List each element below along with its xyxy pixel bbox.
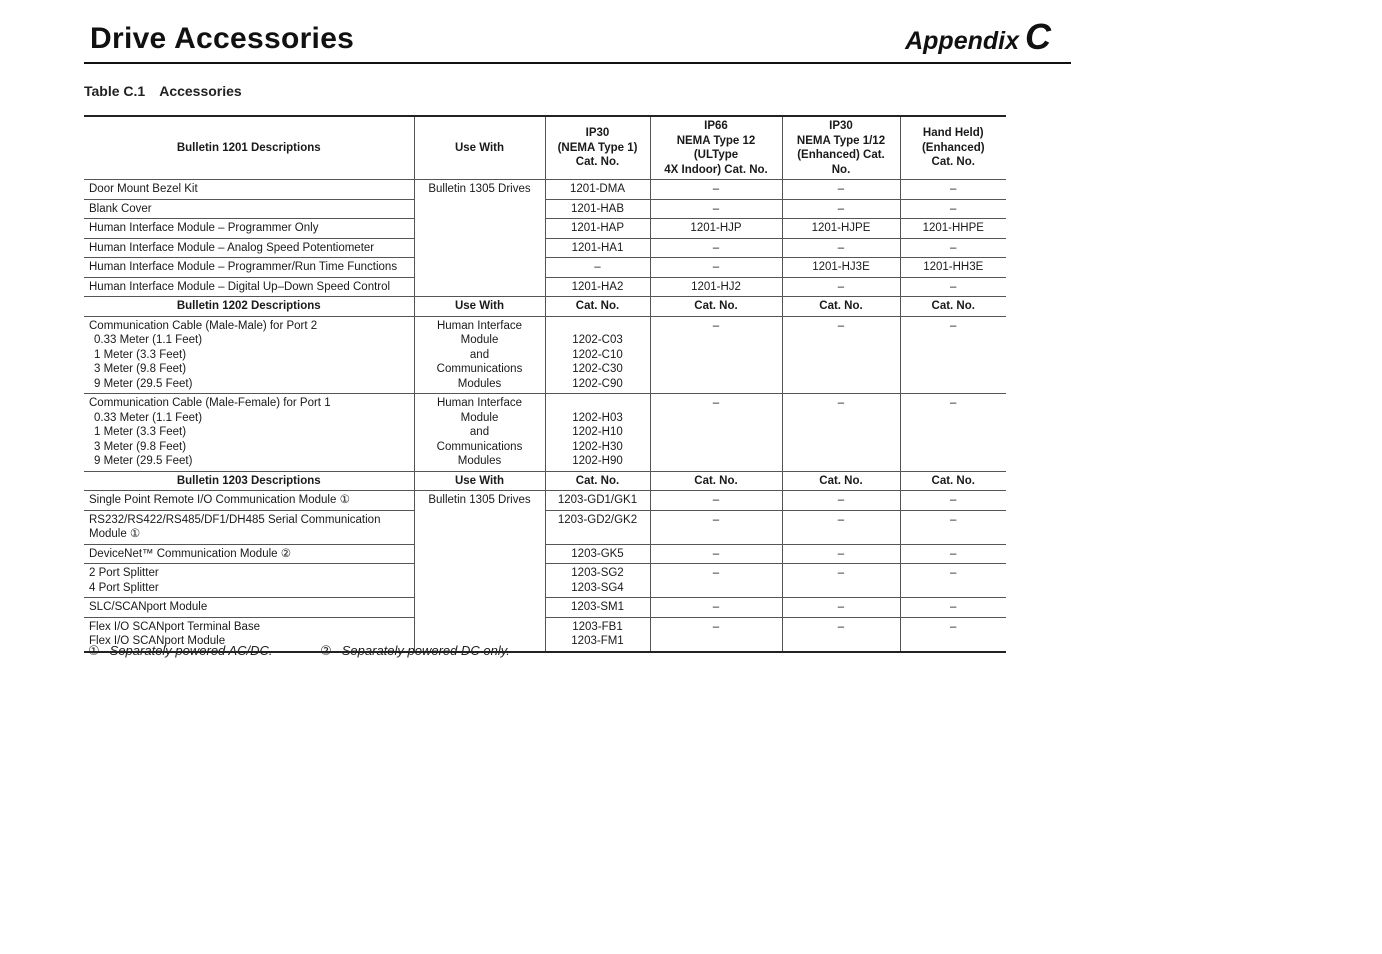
footnote: [320, 643, 510, 659]
table-row: [84, 544, 1006, 564]
cat-ip66: –: [650, 316, 782, 394]
cat-ip66: –: [650, 394, 782, 472]
cat-ip30: 1203-FB1 1203-FM1: [545, 617, 650, 652]
cat-handheld: –: [900, 564, 1006, 598]
row-description: RS232/RS422/RS485/DF1/DH485 Serial Communication Module ①: [84, 510, 414, 544]
page-header: [84, 14, 1071, 64]
cat-ip30-enh: –: [782, 199, 900, 219]
cat-ip66: –: [650, 238, 782, 258]
header-use-with: Use With: [414, 116, 545, 180]
table-row: [84, 258, 1006, 278]
row-description: 2 Port Splitter 4 Port Splitter: [84, 564, 414, 598]
cat-ip66: –: [650, 564, 782, 598]
cat-ip30: 1203-GD2/GK2: [545, 510, 650, 544]
cat-ip30: 1203-GD1/GK1: [545, 491, 650, 511]
row-description: Human Interface Module – Analog Speed Potentiometer: [84, 238, 414, 258]
cat-ip30: 1203-GK5: [545, 544, 650, 564]
cat-ip30: 1202-H03 1202-H10 1202-H30 1202-H90: [545, 394, 650, 472]
cat-ip66: 1201-HJ2: [650, 277, 782, 297]
accessories-table: [84, 115, 1006, 653]
cat-ip30-enh: –: [782, 491, 900, 511]
table-header-row: [84, 116, 1006, 180]
header-cat-no: Cat. No.: [650, 471, 782, 491]
header-1202-descriptions: Bulletin 1202 Descriptions: [84, 297, 414, 317]
page-title: Drive Accessories: [90, 22, 355, 55]
row-description: Communication Cable (Male-Male) for Port 2 0.33 Meter (1.1 Feet) 1 Meter (3.3 Feet) 3 Meter (9.8 Feet) 9 Meter (29.5 Feet): [84, 316, 414, 394]
row-description: Human Interface Module – Programmer/Run Time Functions: [84, 258, 414, 278]
cat-handheld: –: [900, 316, 1006, 394]
cat-ip30: 1201-HAP: [545, 219, 650, 239]
cat-handheld: 1201-HHPE: [900, 219, 1006, 239]
cat-handheld: –: [900, 617, 1006, 652]
cat-ip30: 1201-HAB: [545, 199, 650, 219]
header-cat-no: Cat. No.: [782, 471, 900, 491]
header-cat-no: Cat. No.: [900, 471, 1006, 491]
row-description: Flex I/O SCANport Terminal Base Flex I/O SCANport Module: [84, 617, 414, 652]
cat-ip30-enh: –: [782, 180, 900, 200]
cat-ip30-enh: 1201-HJ3E: [782, 258, 900, 278]
row-description: Human Interface Module – Digital Up–Down Speed Control: [84, 277, 414, 297]
cat-ip30: 1203-SM1: [545, 598, 650, 618]
cat-ip30-enh: –: [782, 617, 900, 652]
cat-handheld: –: [900, 277, 1006, 297]
footnotes: [88, 643, 554, 659]
appendix-label: [905, 16, 1051, 58]
table-row: [84, 394, 1006, 472]
cat-ip66: –: [650, 544, 782, 564]
cat-ip30-enh: –: [782, 316, 900, 394]
section-header-row: [84, 471, 1006, 491]
row-description: Door Mount Bezel Kit: [84, 180, 414, 200]
table-number: Table C.1: [84, 83, 146, 99]
cat-ip30-enh: –: [782, 394, 900, 472]
row-description: DeviceNet™ Communication Module ②: [84, 544, 414, 564]
header-1203-descriptions: Bulletin 1203 Descriptions: [84, 471, 414, 491]
table-row: [84, 277, 1006, 297]
use-with-cell: Human Interface Module and Communications Modules: [414, 316, 545, 394]
use-with-cell: Bulletin 1305 Drives: [414, 491, 545, 652]
row-description: Human Interface Module – Programmer Only: [84, 219, 414, 239]
cat-ip66: –: [650, 598, 782, 618]
table-title: Accessories: [159, 83, 242, 99]
table-caption: [84, 83, 242, 99]
cat-ip30-enh: –: [782, 510, 900, 544]
row-description: SLC/SCANport Module: [84, 598, 414, 618]
footnote-mark: ①: [88, 643, 100, 658]
row-description: Communication Cable (Male-Female) for Port 1 0.33 Meter (1.1 Feet) 1 Meter (3.3 Feet) 3 Meter (9.8 Feet) 9 Meter (29.5 Feet): [84, 394, 414, 472]
cat-handheld: –: [900, 180, 1006, 200]
row-description: Blank Cover: [84, 199, 414, 219]
cat-ip30: –: [545, 258, 650, 278]
cat-ip30: 1201-DMA: [545, 180, 650, 200]
cat-handheld: 1201-HH3E: [900, 258, 1006, 278]
cat-handheld: –: [900, 199, 1006, 219]
table-row: [84, 180, 1006, 200]
cat-ip30-enh: –: [782, 544, 900, 564]
cat-ip30-enh: 1201-HJPE: [782, 219, 900, 239]
footnote-text: Separately powered DC only.: [341, 643, 510, 658]
footnote-mark: ②: [320, 643, 332, 658]
cat-ip30: 1203-SG2 1203-SG4: [545, 564, 650, 598]
table-row: [84, 491, 1006, 511]
cat-ip30: 1202-C03 1202-C10 1202-C30 1202-C90: [545, 316, 650, 394]
cat-ip30-enh: –: [782, 598, 900, 618]
table-row: [84, 238, 1006, 258]
cat-handheld: –: [900, 544, 1006, 564]
cat-ip66: –: [650, 199, 782, 219]
table-row: [84, 199, 1006, 219]
table-row: [84, 510, 1006, 544]
table-row: [84, 598, 1006, 618]
header-handheld: Hand Held) (Enhanced) Cat. No.: [900, 116, 1006, 180]
cat-handheld: –: [900, 510, 1006, 544]
cat-ip30: 1201-HA1: [545, 238, 650, 258]
cat-handheld: –: [900, 598, 1006, 618]
cat-ip66: 1201-HJP: [650, 219, 782, 239]
table-row: [84, 316, 1006, 394]
header-cat-no: Cat. No.: [545, 471, 650, 491]
cat-ip66: –: [650, 491, 782, 511]
header-1201-descriptions: Bulletin 1201 Descriptions: [84, 116, 414, 180]
cat-handheld: –: [900, 238, 1006, 258]
footnote: [88, 643, 272, 659]
cat-ip30-enh: –: [782, 564, 900, 598]
use-with-cell: Human Interface Module and Communications Modules: [414, 394, 545, 472]
section-header-row: [84, 297, 1006, 317]
cat-ip30: 1201-HA2: [545, 277, 650, 297]
appendix-word: Appendix: [905, 27, 1019, 55]
header-cat-no: Cat. No.: [900, 297, 1006, 317]
table-row: [84, 564, 1006, 598]
cat-ip30-enh: –: [782, 238, 900, 258]
header-cat-no: Cat. No.: [782, 297, 900, 317]
header-ip30-nema112: IP30 NEMA Type 1/12 (Enhanced) Cat. No.: [782, 116, 900, 180]
header-cat-no: Cat. No.: [650, 297, 782, 317]
appendix-letter: C: [1025, 16, 1051, 57]
cat-ip66: –: [650, 510, 782, 544]
cat-ip30-enh: –: [782, 277, 900, 297]
use-with-cell: Bulletin 1305 Drives: [414, 180, 545, 297]
cat-ip66: –: [650, 617, 782, 652]
row-description: Single Point Remote I/O Communication Module ①: [84, 491, 414, 511]
cat-handheld: –: [900, 394, 1006, 472]
table-row: [84, 219, 1006, 239]
cat-ip66: –: [650, 258, 782, 278]
header-ip66: IP66 NEMA Type 12 (ULType 4X Indoor) Cat. No.: [650, 116, 782, 180]
cat-handheld: –: [900, 491, 1006, 511]
footnote-text: Separately powered AC/DC.: [109, 643, 273, 658]
header-use-with: Use With: [414, 471, 545, 491]
header-use-with: Use With: [414, 297, 545, 317]
header-cat-no: Cat. No.: [545, 297, 650, 317]
cat-ip66: –: [650, 180, 782, 200]
header-ip30-nema1: IP30 (NEMA Type 1) Cat. No.: [545, 116, 650, 180]
